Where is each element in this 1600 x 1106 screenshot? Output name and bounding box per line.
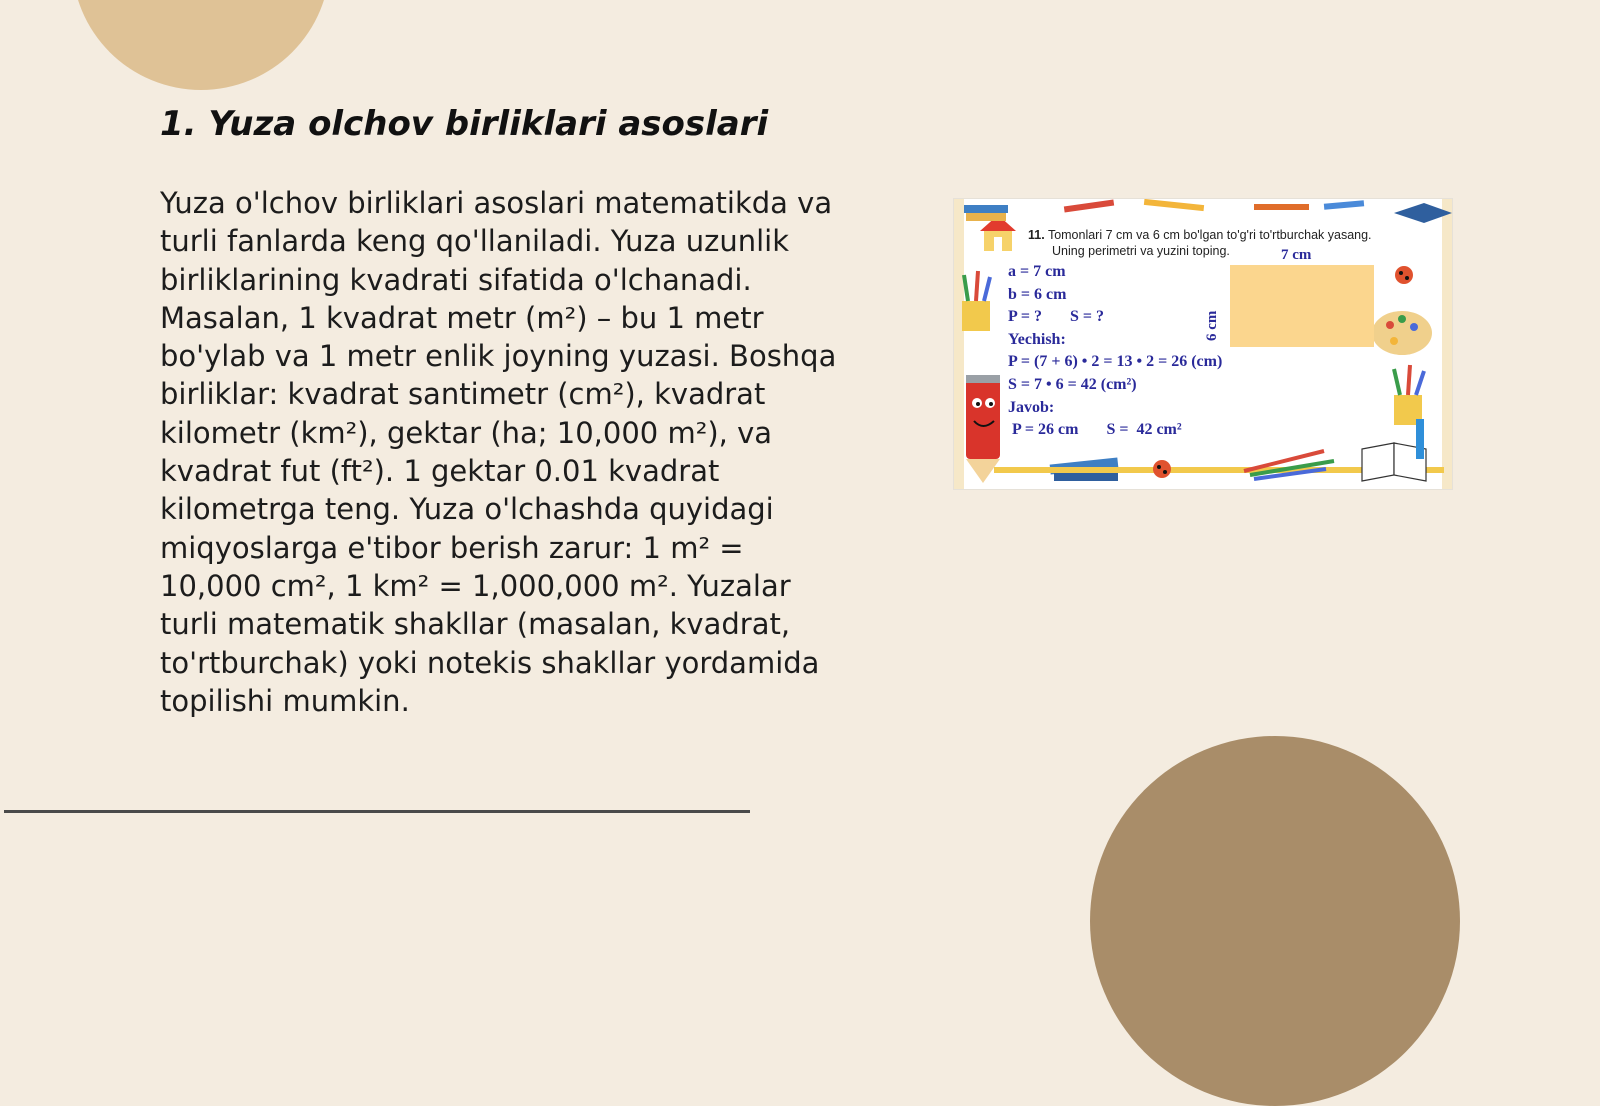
slide-title: 1. Yuza olchov birliklari asoslari: [160, 104, 769, 144]
solution-line: P = 26 cm S = 42 cm²: [1008, 421, 1182, 439]
solution-line: b = 6 cm: [1008, 285, 1067, 303]
solution-line: P = ? S = ?: [1008, 308, 1105, 326]
rectangle-shape: [1230, 265, 1374, 347]
right-blue-strip: [1416, 419, 1424, 459]
solution-block: [1008, 261, 1222, 442]
paint-brushes-icon: [1244, 451, 1334, 479]
problem-statement: [1028, 227, 1428, 259]
left-border: [954, 199, 964, 489]
divider-line: [4, 810, 750, 813]
paint-palette-icon: [1372, 311, 1432, 355]
books-stack-icon: [964, 205, 1008, 221]
pencil-character-icon: [966, 375, 1000, 483]
rectangle-width-label: 7 cm: [1281, 247, 1312, 263]
problem-number: 11.: [1028, 228, 1045, 242]
solution-line: a = 7 cm: [1008, 263, 1066, 280]
decorative-circle-bottom: [1090, 736, 1460, 1106]
right-border: [1442, 199, 1452, 489]
problem-line-2: Uning perimetri va yuzini toping.: [1052, 244, 1230, 258]
pencils-cup-icon: [962, 271, 990, 331]
right-pencils-cup-icon: [1394, 365, 1424, 425]
solution-line: Yechish:: [1008, 330, 1066, 348]
slide-body-text: Yuza o'lchov birliklari asoslari matematikda va turli fanlarda keng qo'llaniladi. Yuza uzunlik birliklarining kvadrati sifatida o'lchanadi. Masalan, 1 kvadrat metr (m²) – bu 1 metr bo'ylab va 1 metr enlik joyning yuzasi. Boshqa birliklar: kvadrat santimetr (cm²), kvadrat kilometr (km²), gektar (ha; 10,000 m²), va kvadrat fut (ft²). 1 gektar 0.01 kvadrat kilometrga teng. Yuza o'lchashda quyidagi miqyoslarga e'tibor berish zarur: 1 m² = 10,000 cm², 1 km² = 1,000,000 m². Yuzalar turli matematik shakllar (masalan, kvadrat, to'rtburchak) yoki notekis shakllar yordamida topilishi mumkin.: [160, 186, 837, 718]
problem-line-1: Tomonlari 7 cm va 6 cm bo'lgan to'g'ri to'rtburchak yasang.: [1047, 228, 1372, 242]
solution-line: P = (7 + 6) • 2 = 13 • 2 = 26 (cm): [1008, 353, 1223, 371]
solution-line: S = 7 • 6 = 42 (cm²): [1008, 375, 1137, 393]
solution-line: Javob:: [1008, 398, 1055, 416]
top-pencils-icon: [1064, 199, 1364, 212]
textbook-illustration: [953, 198, 1453, 490]
decorative-circle-top: [72, 0, 330, 90]
rectangle-height-text: 6 cm: [1204, 310, 1220, 341]
